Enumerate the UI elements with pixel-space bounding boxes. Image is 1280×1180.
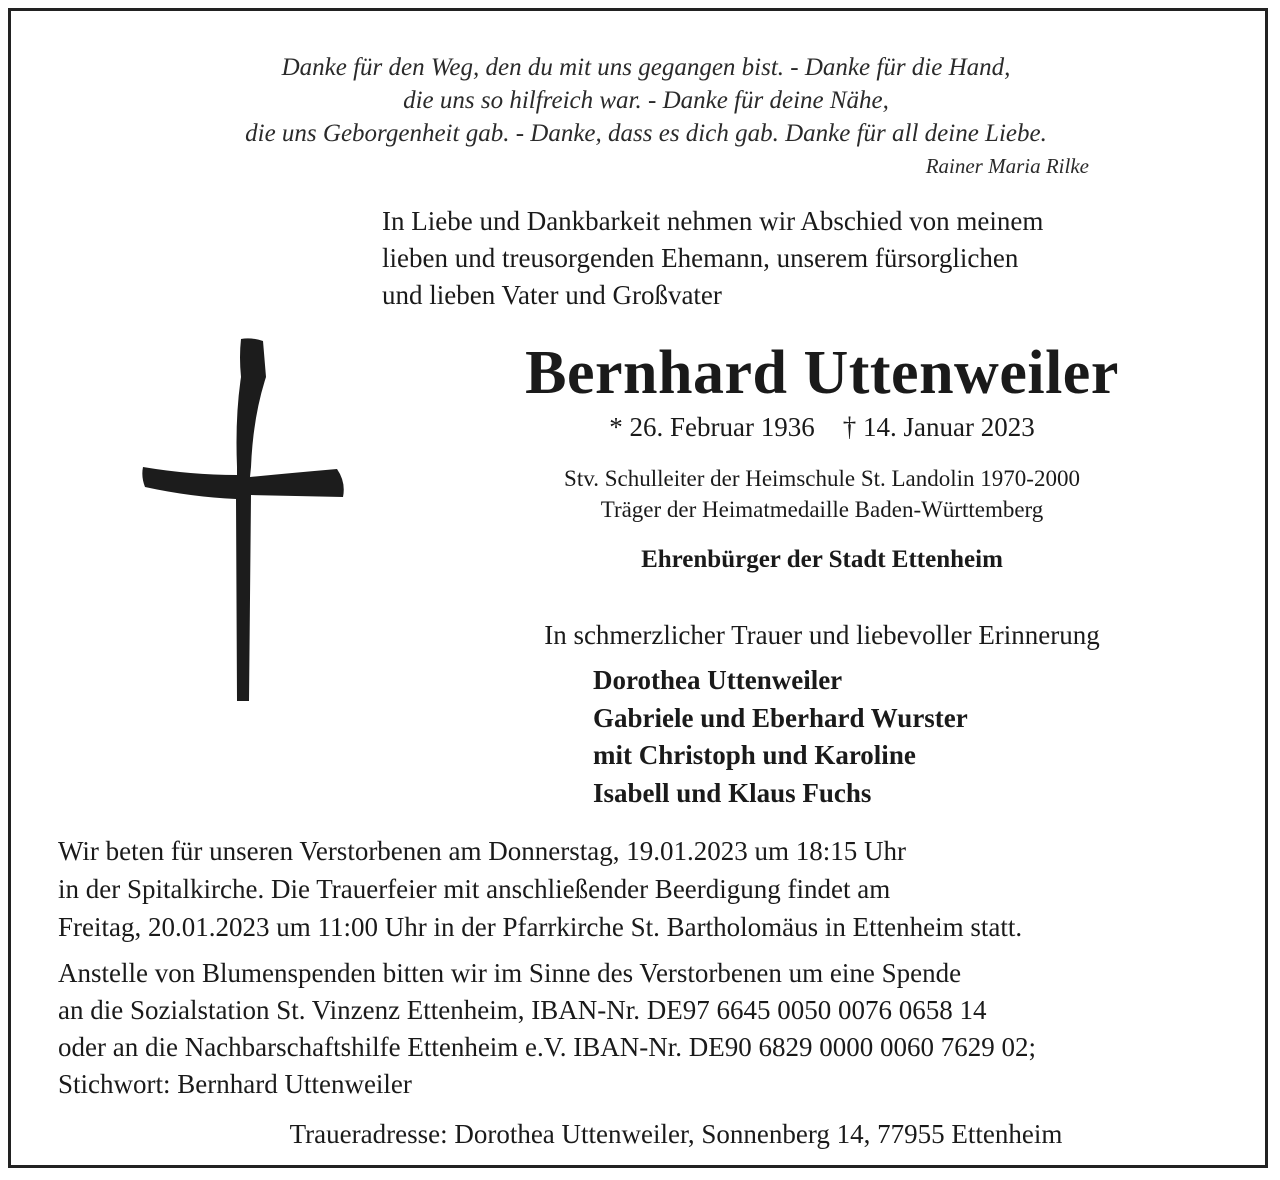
mourning-text: In schmerzlicher Trauer und liebevoller Erinnerung xyxy=(544,620,1100,650)
poem-quote xyxy=(11,51,1280,150)
mourning-address: Traueradresse: Dorothea Uttenweiler, Sonnenberg 14, 77955 Ettenheim xyxy=(289,1119,1063,1149)
obituary-notice xyxy=(8,8,1268,1168)
family-member: Isabell und Klaus Fuchs xyxy=(593,777,872,808)
quote-line: Danke für den Weg, den du mit uns gegangen bist. - Danke für die Hand, xyxy=(281,54,1011,81)
quote-line: die uns so hilfreich war. - Danke für deine Nähe, xyxy=(403,87,889,114)
family-list xyxy=(593,662,968,812)
donation-info xyxy=(58,955,1268,1103)
intro-line: und lieben Vater und Großvater xyxy=(382,280,722,310)
title-line: Träger der Heimatmedaille Baden-Württemberg xyxy=(600,497,1044,522)
family-member: mit Christoph und Karoline xyxy=(593,740,916,770)
title-line: Stv. Schulleiter der Heimschule St. Landolin 1970-2000 xyxy=(564,466,1080,491)
quote-author: Rainer Maria Rilke xyxy=(925,154,1089,178)
service-line: Freitag, 20.01.2023 um 11:00 Uhr in der Pfarrkirche St. Bartholomäus in Ettenheim statt. xyxy=(58,912,1023,942)
cross-icon xyxy=(141,337,361,712)
deceased-name: Bernhard Uttenweiler xyxy=(525,339,1119,407)
donation-line: Anstelle von Blumenspenden bitten wir im Sinne des Verstorbenen um eine Spende xyxy=(58,958,962,988)
family-member: Dorothea Uttenweiler xyxy=(593,665,843,695)
honorary-citizen: Ehrenbürger der Stadt Ettenheim xyxy=(641,546,1003,573)
birth-date: * 26. Februar 1936 xyxy=(609,412,815,442)
service-info xyxy=(58,832,1258,946)
quote-line: die uns Geborgenheit gab. - Danke, dass es dich gab. Danke für all deine Liebe. xyxy=(245,120,1047,147)
donation-line: Stichwort: Bernhard Uttenweiler xyxy=(58,1069,412,1099)
family-member: Gabriele und Eberhard Wurster xyxy=(593,702,968,733)
deceased-titles xyxy=(382,463,1262,525)
intro-text xyxy=(382,203,1262,314)
service-line: in der Spitalkirche. Die Trauerfeier mit anschließender Beerdigung findet am xyxy=(58,874,891,904)
life-dates xyxy=(382,407,1262,447)
intro-line: In Liebe und Dankbarkeit nehmen wir Abschied von meinem xyxy=(382,206,1044,236)
service-line: Wir beten für unseren Verstorbenen am Donnerstag, 19.01.2023 um 18:15 Uhr xyxy=(58,836,906,866)
donation-line: an die Sozialstation St. Vinzenz Ettenheim, IBAN-Nr. DE97 6645 0050 0076 0658 14 xyxy=(58,995,987,1025)
death-date: † 14. Januar 2023 xyxy=(842,412,1035,442)
intro-line: lieben und treusorgenden Ehemann, unserem fürsorglichen xyxy=(382,243,1019,273)
donation-line: oder an die Nachbarschaftshilfe Ettenheim e.V. IBAN-Nr. DE90 6829 0000 0060 7629 02; xyxy=(58,1032,1037,1062)
